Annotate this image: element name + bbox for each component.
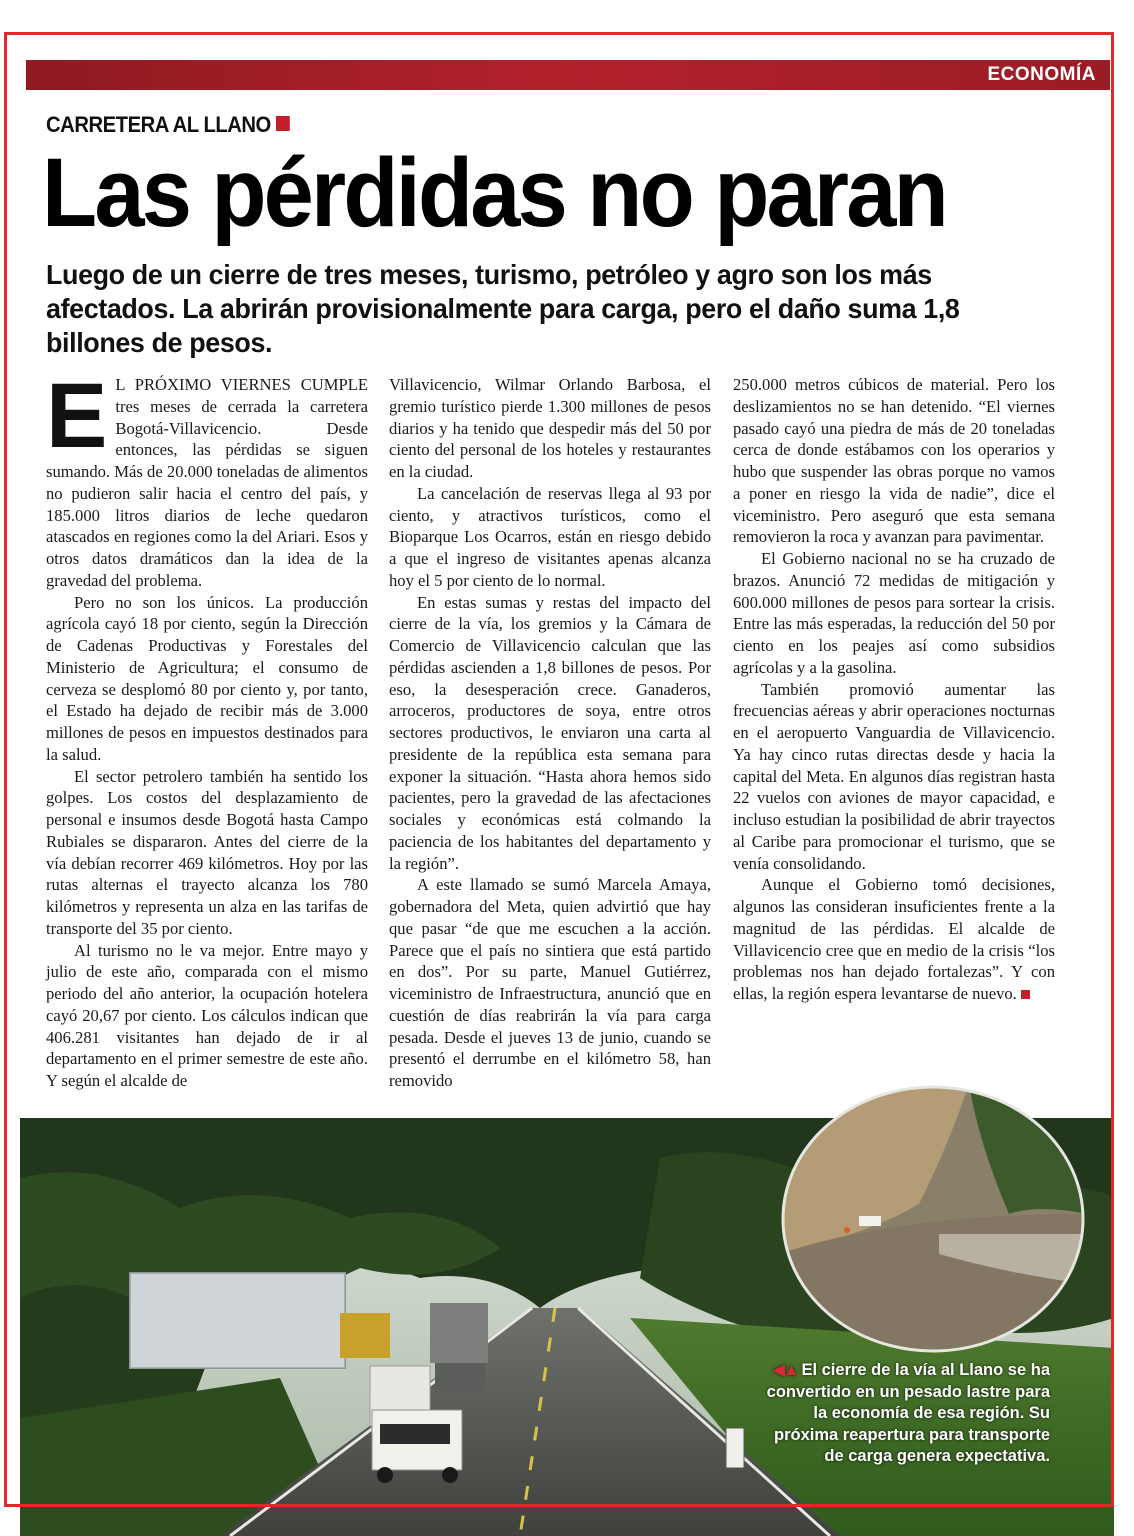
end-mark-icon bbox=[1021, 990, 1030, 999]
article-column-1 bbox=[46, 365, 368, 1092]
kicker-text: CARRETERA AL LLANO bbox=[46, 112, 271, 137]
article-column-3 bbox=[733, 374, 1055, 1005]
article-paragraph: Pero no son los únicos. La producción agrícola cayó 18 por ciento, según la Dirección de Cadenas Productivas y Forestales del Ministerio de Agricultura; el consumo de cerveza se desplomó 80 por ciento y, por tanto, el Estado ha dejado de recibir más de 3.000 millones de pesos en impuestos destinados para la salud. bbox=[46, 592, 368, 764]
article-paragraph: La cancelación de reservas llega al 93 por ciento, y atractivos turísticos, como el Bioparque Los Ocarros, están en riesgo debido a que el ingreso de visitantes apenas alcanza hoy el 5 por ciento de lo normal. bbox=[389, 483, 711, 590]
paragraph-text: L PRÓXIMO VIERNES CUMPLE tres meses de cerrada la carretera Bogotá-Villavicencio. Desde entonces, las pérdidas se siguen sumando. Más de 20.000 toneladas de alimentos no pudieron salir hacia el centro del país, y 185.000 litros diarios de leche quedaron atascados en regiones como la del Ariari. Esos y otros datos dramáticos dan la idea de la gravedad del problema. bbox=[46, 375, 368, 590]
photo-caption bbox=[760, 1360, 1050, 1468]
section-bar bbox=[26, 60, 1110, 90]
article-paragraph: 250.000 metros cúbicos de material. Pero los deslizamientos no se han detenido. “El viernes pasado cayó una piedra de más de 20 toneladas cerca de donde estábamos con los operarios y hubo que suspender las obras porque no vamos a poner en riesgo la vida de nadie”, dice el viceministro. Pero aseguró que esta semana removieron la roca y avanzan para pavimentar. bbox=[733, 375, 1055, 547]
article-paragraph: Villavicencio, Wilmar Orlando Barbosa, el gremio turístico pierde 1.300 millones de pesos diarios y ha tenido que despedir más del 50 por ciento del personal de los hoteles y restaurantes en la ciudad. bbox=[389, 375, 711, 481]
article-paragraph bbox=[46, 365, 368, 592]
article-paragraph: Al turismo no le va mejor. Entre mayo y julio de este año, comparada con el mismo periodo del año anterior, la ocupación hotelera cayó 20,67 por ciento. Los cálculos indican que 406.281 visitantes han dejado de ir al departamento en el primer semestre de este año. Y según el alcalde de bbox=[46, 940, 368, 1090]
landslide-inset-photo bbox=[779, 1084, 1087, 1354]
kicker bbox=[46, 112, 290, 138]
article-paragraph: También promovió aumentar las frecuencias aéreas y abrir operaciones nocturnas en el aeropuerto Vanguardia de Villavicencio. Ya hay cinco rutas directas desde y hacia la capital del Meta. En algunos días registran hasta 22 vuelos con aviones de mayor capacidad, e incluso estudian la posibilidad de abrir trayectos al Caribe para promocionar el turismo, que se venía consolidando. bbox=[733, 679, 1055, 873]
article-paragraph: El sector petrolero también ha sentido los golpes. Los costos del desplazamiento de personal e insumos desde Bogotá hasta Campo Rubiales se dispararon. Antes del cierre de la vía debían recorrer 469 kilómetros. Hoy por las rutas alternas el trayecto alcanza los 780 kilómetros y representa un alza en las tarifas de transporte del 35 por ciento. bbox=[46, 766, 368, 938]
article-paragraph: En estas sumas y restas del impacto del cierre de la vía, los gremios y la Cámara de Comercio de Villavicencio calculan que las pérdidas ascienden a 1,8 billones de pesos. Por eso, la desesperación crece. Ganaderos, arroceros, productores de soya, entre otros sectores productivos, le enviaron una carta al presidente de la república esta semana para exponer la situación. “Hasta ahora hemos sido pacientes, pero la gravedad de las afectaciones sociales y económicas está colmando la paciencia de los habitantes del departamento y la región”. bbox=[389, 592, 711, 873]
caption-text: El cierre de la vía al Llano se ha convertido en un pesado lastre para la economía de esa región. Su próxima reapertura para transporte de carga genera expectativa. bbox=[766, 1361, 1050, 1465]
headline: Las pérdidas no paran bbox=[42, 138, 946, 247]
article-column-2 bbox=[389, 374, 711, 1092]
drop-cap: E bbox=[46, 365, 108, 467]
section-label: ECONOMÍA bbox=[987, 64, 1096, 85]
article-paragraph: El Gobierno nacional no se ha cruzado de brazos. Anunció 72 medidas de mitigación y 600.000 millones de pesos para sortear la crisis. Entre las más esperadas, la reducción del 50 por ciento en los peajes así como subsidios agrícolas y a la gasolina. bbox=[733, 549, 1055, 677]
kicker-square-icon bbox=[276, 116, 290, 131]
caption-arrows-icon: ◀▲ bbox=[772, 1361, 798, 1379]
paragraph-text: Aunque el Gobierno tomó decisiones, algunos las consideran insuficientes frente a la magnitud de las pérdidas. El alcalde de Villavicencio cree que en medio de la crisis “los problemas nos han dejado fortalezas”. Y con ellas, la región espera levantarse de nuevo. bbox=[733, 875, 1055, 1003]
article-paragraph: A este llamado se sumó Marcela Amaya, gobernadora del Meta, quien advirtió que hay que pasar “de que me escuchen a la acción. Parece que el país no sintiera que está partido en dos”. Por su parte, Manuel Gutiérrez, viceministro de Infraestructura, anunció que en cuestión de días reabrirán la vía para carga pesada. Desde el jueves 13 de junio, cuando se presentó el derrumbe en el kilómetro 58, han removido bbox=[389, 875, 711, 1090]
deck: Luego de un cierre de tres meses, turismo, petróleo y agro son los más afectados. La abrirán provisionalmente para carga, pero el daño suma 1,8 billones de pesos. bbox=[46, 259, 960, 358]
article-paragraph bbox=[733, 874, 1055, 1005]
